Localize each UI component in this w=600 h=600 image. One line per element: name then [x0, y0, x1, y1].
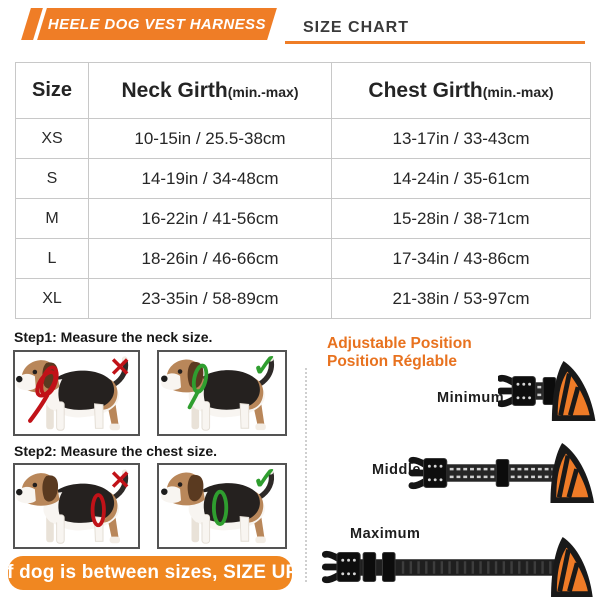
adjustable-position-panel [300, 330, 600, 600]
chest-value: 15-28in / 38-71cm [332, 199, 591, 239]
x-mark-icon: ✕ [109, 352, 131, 382]
neck-value: 10-15in / 25.5-38cm [89, 119, 332, 159]
slider-buckle [363, 552, 376, 581]
buckle-clasp-icon [412, 458, 447, 487]
neck-value: 18-26in / 46-66cm [89, 239, 332, 279]
buckle-clasp-icon [501, 376, 536, 405]
vest-wing [550, 443, 594, 503]
dog-card-chest-correct [157, 463, 287, 549]
slider-buckle [382, 552, 395, 581]
step1-label: Step1: Measure the neck size. [14, 329, 213, 345]
brand-banner [37, 8, 277, 40]
position-label-maximum: Maximum [350, 526, 421, 542]
dog-card-neck-wrong [13, 350, 140, 436]
col-header-neck: Neck Girth(min.-max) [89, 63, 332, 119]
size-value: M [16, 199, 89, 239]
adjustable-title-en: Adjustable Position [327, 335, 472, 352]
table-row [16, 119, 591, 159]
harness-strap-maximum [320, 536, 598, 598]
size-value: L [16, 239, 89, 279]
neck-value: 16-22in / 41-56cm [89, 199, 332, 239]
buckle-clasp-icon [325, 552, 360, 581]
dog-card-chest-wrong [13, 463, 140, 549]
adjustable-title-fr: Position Réglable [327, 353, 458, 370]
table-row [16, 159, 591, 199]
table-row [16, 279, 591, 319]
size-value: XL [16, 279, 89, 319]
adjustable-title [327, 335, 472, 371]
title-underline [285, 41, 585, 44]
chest-value: 13-17in / 33-43cm [332, 119, 591, 159]
harness-strap-minimum [498, 360, 598, 422]
vest-wing [551, 537, 593, 597]
chest-value: 21-38in / 53-97cm [332, 279, 591, 319]
size-up-text: If dog is between sizes, SIZE UP [1, 562, 299, 583]
neck-value: 14-19in / 34-48cm [89, 159, 332, 199]
harness-strap-middle [408, 442, 598, 504]
table-row [16, 239, 591, 279]
page-title: SIZE CHART [303, 19, 409, 36]
slider-buckle [496, 459, 509, 486]
brand-name: HEELE DOG VEST HARNESS [47, 15, 266, 33]
vest-wing [552, 361, 596, 421]
chest-value: 14-24in / 35-61cm [332, 159, 591, 199]
size-up-banner [1, 556, 299, 590]
step2-label: Step2: Measure the chest size. [14, 443, 218, 459]
position-label-middle: Middle [372, 462, 421, 478]
x-mark-icon: ✕ [109, 465, 131, 495]
table-header-row [16, 63, 591, 119]
col-header-chest: Chest Girth(min.-max) [332, 63, 591, 119]
table-row [16, 199, 591, 239]
check-mark-icon: ✓ [252, 348, 278, 383]
chest-value: 17-34in / 43-86cm [332, 239, 591, 279]
size-table [15, 62, 591, 319]
position-label-minimum: Minimum [437, 390, 505, 406]
check-mark-icon: ✓ [252, 461, 278, 496]
size-value: S [16, 159, 89, 199]
col-header-size: Size [16, 63, 89, 119]
dog-card-neck-correct [157, 350, 287, 436]
neck-value: 23-35in / 58-89cm [89, 279, 332, 319]
size-value: XS [16, 119, 89, 159]
